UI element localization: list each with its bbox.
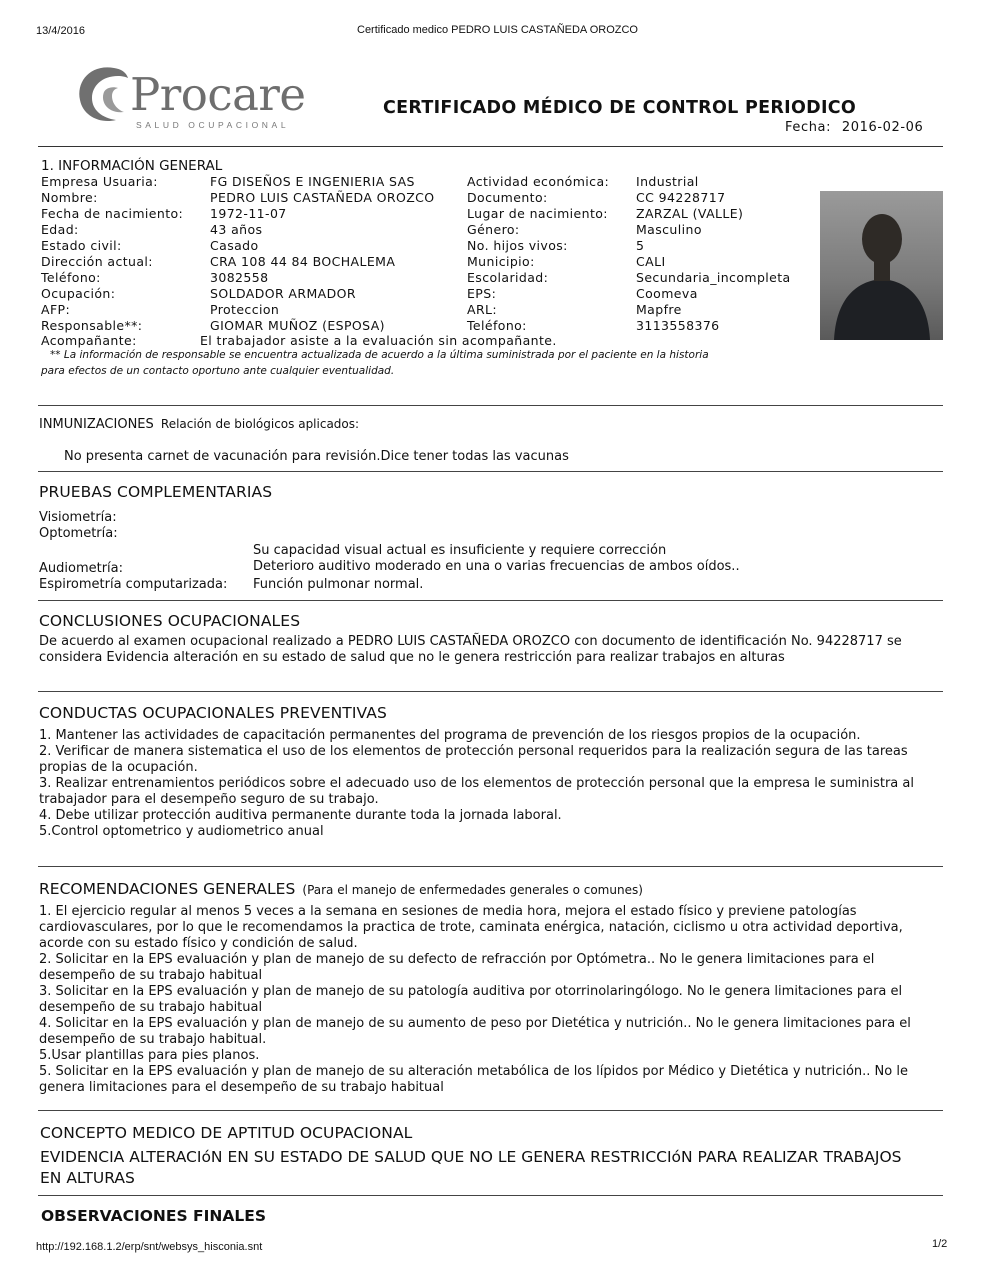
certificate-title: CERTIFICADO MÉDICO DE CONTROL PERIODICO bbox=[383, 98, 857, 118]
aptitude-text: EVIDENCIA ALTERACIóN EN SU ESTADO DE SALUD QUE NO LE GENERA RESTRICCIóN PARA REALIZAR TRABAJOS EN ALTURAS bbox=[40, 1148, 902, 1187]
divider bbox=[38, 691, 943, 692]
info-value: Casado bbox=[210, 238, 259, 253]
info-label: Edad: bbox=[41, 222, 79, 237]
audiometry-label: Audiometría: bbox=[39, 561, 124, 576]
vision-label: Visiometría: bbox=[39, 510, 117, 525]
info-label: Teléfono: bbox=[41, 270, 101, 285]
info-value: 5 bbox=[636, 238, 645, 253]
list-item: 4. Solicitar en la EPS evaluación y plan de manejo de su aumento de peso por Dietética y nutrición.. No le genera limitaciones para el desempeño de su trabajo habitual. bbox=[39, 1016, 911, 1047]
responsible-note-line2: para efectos de un contacto oportuno ante cualquier eventualidad. bbox=[41, 365, 395, 377]
immunizations-text: No presenta carnet de vacunación para revisión.Dice tener todas las vacunas bbox=[64, 449, 569, 464]
list-item: 1. El ejercicio regular al menos 5 veces a la semana en sesiones de media hora, mejora el estado físico y previene patologías cardiovasculares, por lo que le recomendamos la practica de trote, caminata enérgica, natación, ciclismo u otra actividad deportiva, acorde con su estado físico y condición de salud. bbox=[39, 904, 903, 951]
info-value: 1972-11-07 bbox=[210, 206, 287, 221]
preventive-list bbox=[39, 728, 949, 840]
immunizations-subtitle: Relación de biológicos aplicados: bbox=[160, 417, 360, 431]
preventive-heading: CONDUCTAS OCUPACIONALES PREVENTIVAS bbox=[39, 704, 387, 722]
info-label: Género: bbox=[467, 222, 520, 237]
info-label: EPS: bbox=[467, 286, 497, 301]
info-label: Ocupación: bbox=[41, 286, 116, 301]
procare-swirl-icon bbox=[74, 62, 134, 128]
info-value: Masculino bbox=[636, 222, 702, 237]
general-info-heading: 1. INFORMACIÓN GENERAL bbox=[41, 158, 223, 174]
certificate-date bbox=[785, 120, 923, 135]
logo-tagline: SALUD OCUPACIONAL bbox=[136, 120, 290, 130]
patient-photo bbox=[820, 191, 943, 340]
info-value: 3082558 bbox=[210, 270, 269, 285]
optometry-value: Su capacidad visual actual es insuficiente y requiere corrección bbox=[253, 543, 667, 558]
list-item: 5.Control optometrico y audiometrico anual bbox=[39, 824, 324, 839]
print-date: 13/4/2016 bbox=[36, 25, 85, 37]
info-value: Mapfre bbox=[636, 302, 682, 317]
divider bbox=[38, 146, 943, 147]
info-value: FG DISEÑOS E INGENIERIA SAS bbox=[210, 174, 415, 189]
info-value: Secundaria_incompleta bbox=[636, 270, 791, 285]
info-label: Nombre: bbox=[41, 190, 98, 205]
list-item: 3. Realizar entrenamientos periódicos sobre el adecuado uso de los elementos de protección personal que la empresa le suministra al trabajador para el desempeño seguro de su trabajo. bbox=[39, 776, 914, 807]
info-label: Escolaridad: bbox=[467, 270, 549, 285]
recommendations-list bbox=[39, 904, 949, 1096]
recommendations-subtitle: (Para el manejo de enfermedades generales o comunes) bbox=[302, 883, 643, 897]
recommendations-heading bbox=[39, 879, 643, 898]
info-value: CC 94228717 bbox=[636, 190, 726, 205]
info-label: Empresa Usuaria: bbox=[41, 174, 158, 189]
info-value: CRA 108 44 84 BOCHALEMA bbox=[210, 254, 396, 269]
info-value: PEDRO LUIS CASTAÑEDA OROZCO bbox=[210, 190, 435, 205]
info-value: 3113558376 bbox=[636, 318, 720, 333]
list-item: 1. Mantener las actividades de capacitación permanentes del programa de prevención de los riesgos propios de la ocupación. bbox=[39, 728, 861, 743]
info-label: No. hijos vivos: bbox=[467, 238, 568, 253]
companion-label: Acompañante: bbox=[41, 333, 137, 348]
procare-logo bbox=[74, 62, 314, 142]
info-value: ZARZAL (VALLE) bbox=[636, 206, 744, 221]
logo-name: Procare bbox=[130, 68, 306, 121]
print-page-number: 1/2 bbox=[932, 1238, 948, 1250]
divider bbox=[38, 600, 943, 601]
info-value: 43 años bbox=[210, 222, 263, 237]
info-label: Teléfono: bbox=[467, 318, 527, 333]
conclusions-text: De acuerdo al examen ocupacional realizado a PEDRO LUIS CASTAÑEDA OROZCO con documento de identificación No. 94228717 se considera Evidencia alteración en su estado de salud que no le genera restricción para realizar trabajos en alturas bbox=[39, 634, 902, 665]
divider bbox=[38, 405, 943, 406]
info-value: CALI bbox=[636, 254, 666, 269]
print-url: http://192.168.1.2/erp/snt/websys_hisconia.snt bbox=[36, 1241, 263, 1253]
info-label: Responsable**: bbox=[41, 318, 143, 333]
divider bbox=[38, 866, 943, 867]
print-title: Certificado medico PEDRO LUIS CASTAÑEDA OROZCO bbox=[357, 24, 638, 36]
info-value: Coomeva bbox=[636, 286, 698, 301]
info-label: Estado civil: bbox=[41, 238, 122, 253]
list-item: 5.Usar plantillas para pies planos. bbox=[39, 1048, 260, 1063]
date-label: Fecha: bbox=[785, 120, 832, 135]
date-value: 2016-02-06 bbox=[841, 120, 924, 135]
spirometry-value: Función pulmonar normal. bbox=[253, 577, 424, 592]
divider bbox=[38, 1195, 943, 1196]
divider bbox=[38, 471, 943, 472]
info-value: GIOMAR MUÑOZ (ESPOSA) bbox=[210, 318, 385, 333]
companion-value: El trabajador asiste a la evaluación sin acompañante. bbox=[200, 333, 557, 348]
aptitude-heading: CONCEPTO MEDICO DE APTITUD OCUPACIONAL bbox=[40, 1124, 413, 1142]
info-value: SOLDADOR ARMADOR bbox=[210, 286, 356, 301]
info-label: Municipio: bbox=[467, 254, 535, 269]
info-label: AFP: bbox=[41, 302, 71, 317]
immunizations-heading bbox=[39, 417, 359, 432]
responsible-note-line1: ** La información de responsable se encuentra actualizada de acuerdo a la última suministrada por el paciente en la historia bbox=[50, 349, 709, 361]
immunizations-title: INMUNIZACIONES bbox=[39, 417, 154, 432]
info-label: Documento: bbox=[467, 190, 548, 205]
observations-heading: OBSERVACIONES FINALES bbox=[41, 1207, 267, 1225]
divider bbox=[38, 1110, 943, 1111]
list-item: 5. Solicitar en la EPS evaluación y plan de manejo de su alteración metabólica de los lípidos por Médico y Dietética y nutrición.. No le genera limitaciones para el desempeño de su trabajo habitual bbox=[39, 1064, 908, 1095]
info-value: Industrial bbox=[636, 174, 699, 189]
list-item: 2. Verificar de manera sistematica el uso de los elementos de protección personal requeridos para la realización segura de las tareas propias de la ocupación. bbox=[39, 744, 908, 775]
audiometry-value: Deterioro auditivo moderado en una o varias frecuencias de ambos oídos.. bbox=[253, 559, 740, 574]
info-label: Fecha de nacimiento: bbox=[41, 206, 184, 221]
conclusions-heading: CONCLUSIONES OCUPACIONALES bbox=[39, 612, 301, 630]
spirometry-label: Espirometría computarizada: bbox=[39, 577, 228, 592]
list-item: 2. Solicitar en la EPS evaluación y plan de manejo de su defecto de refracción por Optómetra.. No le genera limitaciones para el desempeño de su trabajo habitual bbox=[39, 952, 875, 983]
tests-heading: PRUEBAS COMPLEMENTARIAS bbox=[39, 483, 273, 501]
list-item: 3. Solicitar en la EPS evaluación y plan de manejo de su patología auditiva por otorrinolaringólogo. No le genera limitaciones para el desempeño de su trabajo habitual bbox=[39, 984, 903, 1015]
optometry-label: Optometría: bbox=[39, 526, 118, 541]
info-label: Lugar de nacimiento: bbox=[467, 206, 608, 221]
list-item: 4. Debe utilizar protección auditiva permanente durante toda la jornada laboral. bbox=[39, 808, 562, 823]
recommendations-title: RECOMENDACIONES GENERALES bbox=[39, 880, 296, 898]
info-value: Proteccion bbox=[210, 302, 280, 317]
person-silhouette-icon bbox=[820, 191, 943, 340]
info-label: Dirección actual: bbox=[41, 254, 153, 269]
info-label: ARL: bbox=[467, 302, 498, 317]
info-label: Actividad económica: bbox=[467, 174, 610, 189]
